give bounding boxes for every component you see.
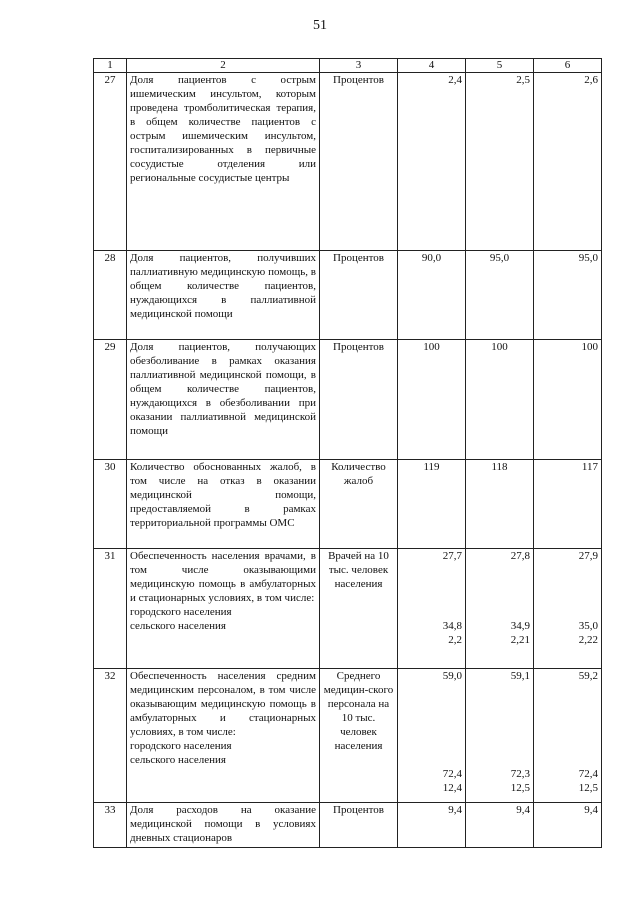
table-row: [94, 803, 602, 848]
unit: Количество жалоб: [320, 460, 398, 549]
indicator-name: Обеспеченность населения средним медицинским персоналом, в том числе оказывающим медицинскую помощь в амбулаторных и стационарных условиях, в том числе:: [130, 670, 316, 738]
value-col5: 9,4: [466, 803, 534, 848]
unit: Врачей на 10 тыс. человек населения: [320, 549, 398, 669]
value-col6-cell: [534, 669, 602, 803]
value-col5-urban: 72,3: [510, 768, 530, 780]
sub-urban-label: городского населения: [130, 606, 232, 618]
value-col6: 117: [534, 460, 602, 549]
indicator-name: Доля пациентов, получающих обезболивание в рамках оказания паллиативной медицинской помощи, в общем количестве пациентов, нуждающихся в обезболивании при оказании паллиативной медицинской помощи: [127, 340, 320, 460]
indicator-name: Обеспеченность населения врачами, в том числе оказывающими медицинскую помощь в амбулаторных и стационарных условиях, в том числе:: [130, 550, 316, 604]
value-col5-cell: [466, 669, 534, 803]
value-col4-urban: 34,8: [442, 620, 462, 632]
indicator-name: Доля пациентов, получивших паллиативную медицинскую помощь, в общем количестве пациентов, нуждающихся в паллиативной медицинской помощи: [127, 251, 320, 340]
value-col6: 95,0: [534, 251, 602, 340]
value-col5: 27,8: [510, 550, 530, 562]
indicator-name-cell: [127, 669, 320, 803]
value-col4-cell: [398, 669, 466, 803]
value-col4: 9,4: [398, 803, 466, 848]
row-number: 27: [94, 73, 127, 251]
value-col4: 90,0: [398, 251, 466, 340]
value-col4: 27,7: [442, 550, 462, 562]
value-col4-cell: [398, 549, 466, 669]
indicators-table: [93, 58, 602, 848]
table-row: [94, 251, 602, 340]
value-col4: 59,0: [442, 670, 462, 682]
value-col4-rural: 12,4: [442, 782, 462, 794]
unit: Процентов: [320, 73, 398, 251]
table-row: [94, 73, 602, 251]
table-header-row: [94, 59, 602, 73]
indicator-name-cell: [127, 549, 320, 669]
value-col5: 118: [466, 460, 534, 549]
value-col5-rural: 2,21: [510, 634, 530, 646]
row-number: 29: [94, 340, 127, 460]
row-number: 32: [94, 669, 127, 803]
value-col6-rural: 12,5: [578, 782, 598, 794]
value-col6-rural: 2,22: [578, 634, 598, 646]
value-col6-urban: 72,4: [578, 768, 598, 780]
value-col4: 119: [398, 460, 466, 549]
sub-urban-label: городского населения: [130, 740, 232, 752]
table-row: [94, 549, 602, 669]
unit: Процентов: [320, 803, 398, 848]
value-col6-cell: [534, 549, 602, 669]
header-col-4: 4: [398, 59, 466, 73]
value-col6: 100: [534, 340, 602, 460]
table-row: [94, 340, 602, 460]
sub-rural-label: сельского населения: [130, 620, 226, 632]
unit: Процентов: [320, 340, 398, 460]
header-col-2: 2: [127, 59, 320, 73]
value-col5: 59,1: [510, 670, 530, 682]
indicator-name: Доля расходов на оказание медицинской помощи в условиях дневных стационаров: [127, 803, 320, 848]
value-col6: 27,9: [578, 550, 598, 562]
value-col6: 9,4: [534, 803, 602, 848]
row-number: 28: [94, 251, 127, 340]
indicator-name: Количество обоснованных жалоб, в том числе на отказ в оказании медицинской помощи, предоставляемой в рамках территориальной программы ОМС: [127, 460, 320, 549]
unit: Среднего медицин-ского персонала на 10 тыс. человек населения: [320, 669, 398, 803]
value-col4-urban: 72,4: [442, 768, 462, 780]
value-col5-urban: 34,9: [510, 620, 530, 632]
row-number: 31: [94, 549, 127, 669]
value-col6: 2,6: [534, 73, 602, 251]
page-number: 51: [313, 18, 327, 33]
value-col4: 2,4: [398, 73, 466, 251]
row-number: 33: [94, 803, 127, 848]
header-col-5: 5: [466, 59, 534, 73]
value-col4-rural: 2,2: [448, 634, 462, 646]
indicator-name: Доля пациентов с острым ишемическим инсультом, которым проведена тромболитическая терапия, в общем количестве пациентов с острым ишемическим инсультом, госпитализированных в первичные сосудистые отделения или региональные сосудистые центры: [127, 73, 320, 251]
value-col5: 2,5: [466, 73, 534, 251]
value-col5-rural: 12,5: [510, 782, 530, 794]
value-col5-cell: [466, 549, 534, 669]
header-col-1: 1: [94, 59, 127, 73]
value-col6-urban: 35,0: [578, 620, 598, 632]
header-col-3: 3: [320, 59, 398, 73]
unit: Процентов: [320, 251, 398, 340]
table-row: [94, 669, 602, 803]
row-number: 30: [94, 460, 127, 549]
table-row: [94, 460, 602, 549]
value-col4: 100: [398, 340, 466, 460]
sub-rural-label: сельского населения: [130, 754, 226, 766]
value-col6: 59,2: [578, 670, 598, 682]
value-col5: 95,0: [466, 251, 534, 340]
value-col5: 100: [466, 340, 534, 460]
header-col-6: 6: [534, 59, 602, 73]
